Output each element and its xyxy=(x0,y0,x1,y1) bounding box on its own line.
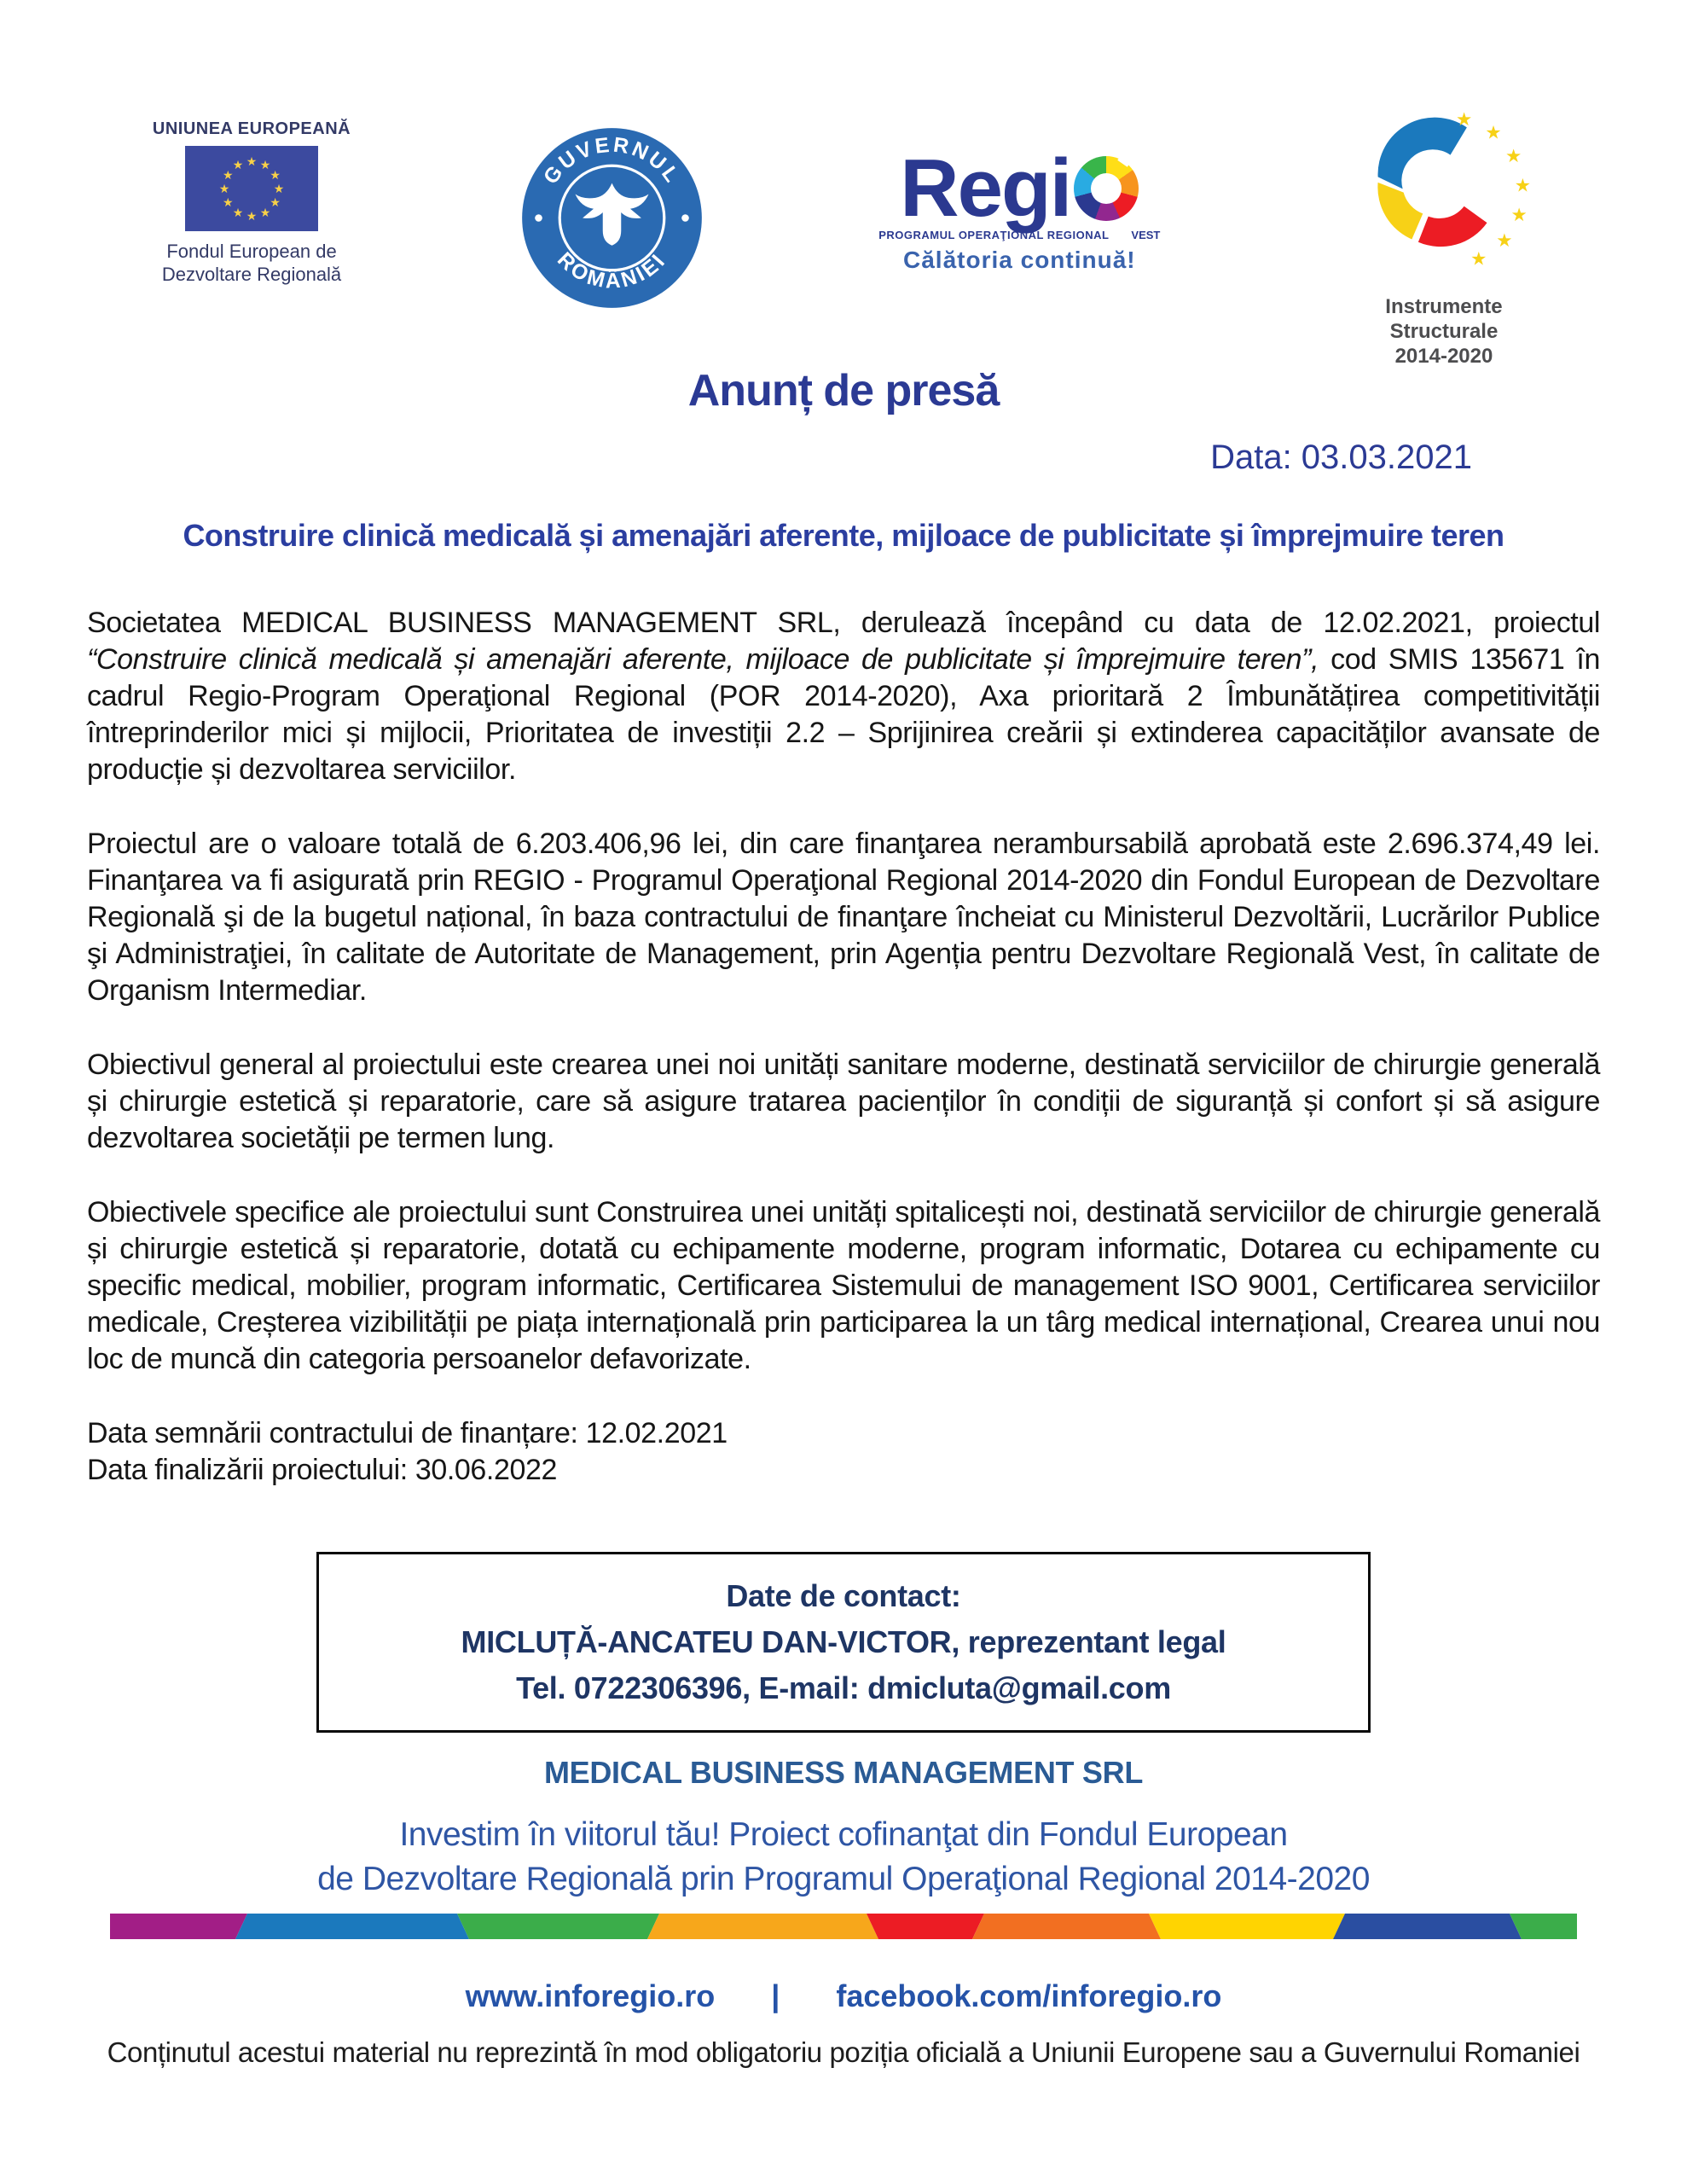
eu-star-icon: ★ xyxy=(246,209,258,223)
regio-tagline: Călătoria continuă! xyxy=(903,247,1136,273)
structural-instruments-label: Instrumente Structurale 2014-2020 xyxy=(1385,295,1503,368)
structural-instruments-logo xyxy=(1329,111,1559,369)
footer-links xyxy=(0,1978,1687,2014)
regio-wordmark: Regi xyxy=(900,152,1139,225)
regio-color-wheel-icon xyxy=(1074,156,1139,221)
page-title: Anunț de presă xyxy=(687,366,1000,415)
svg-text:GUVERNUL: GUVERNUL xyxy=(539,133,685,189)
contract-signing-date: Data semnării contractului de finanțare: 12.02.2021 xyxy=(87,1417,728,1449)
contact-box xyxy=(316,1552,1371,1733)
regio-subtitle: PROGRAMUL OPERAŢIONAL REGIONAL VEST xyxy=(878,229,1161,241)
eu-star-icon: ★ xyxy=(223,168,234,182)
project-title-heading: Construire clinică medicală și amenajări aferente, mijloace de publicitate și împrejmuire teren xyxy=(183,518,1504,553)
eu-star-icon: ★ xyxy=(259,205,271,219)
press-date: Data: 03.03.2021 xyxy=(1210,439,1472,476)
structural-instruments-icon xyxy=(1346,111,1542,294)
facebook-inforegio-link[interactable]: facebook.com/inforegio.ro xyxy=(836,1978,1222,2013)
paragraph-general-objective: Obiectivul general al proiectului este crearea unei noi unități sanitare moderne, destinată serviciilor de chirurgie generală și chirurgie estetică și reparatorie, care să asigure tratarea pacienților în condiții de siguranță și confort și să asigure dezvoltarea societății pe termen lung. xyxy=(87,1048,1600,1154)
document-body xyxy=(0,605,1687,1489)
eu-star-icon: ★ xyxy=(246,154,258,168)
paragraph-specific-objectives: Obiectivele specifice ale proiectului sunt Construirea unei unități spitalicești noi, destinată serviciilor de chirurgie generală și chirurgie estetică și reparatorie, dotată cu echipamente moderne, program informatic, Dotarea cu echipamente cu specific medical, mobilier, program informatic, Certificarea Sistemului de management ISO 9001, Certificarea serviciilor medicale, Creșterea vizibilității pe piața internațională prin participarea la un târg medical internațional, Crearea unui nou loc de muncă din categoria persoanelor defavorizate. xyxy=(87,1196,1600,1375)
footer-disclaimer: Conținutul acestui material nu reprezintă în mod obligatoriu poziția oficială a Uniunii Europene sau a Guvernului Romaniei xyxy=(107,2036,1580,2068)
contact-phone-email: Tel. 0722306396, E-mail: dmicluta@gmail.com xyxy=(516,1670,1171,1705)
is-star-icon: ★ xyxy=(1514,175,1532,196)
eu-star-icon: ★ xyxy=(232,205,244,219)
paragraph-project-value: Proiectul are o valoare totală de 6.203.406,96 lei, din care finanţarea nerambursabilă aprobată este 2.696.374,49 lei. Finanţarea va fi asigurată prin REGIO - Programul Operaţional Regional 2014-2020 din Fondul European de Dezvoltare Regională şi de la bugetul național, în baza contractului de finanţare încheiat cu Ministerul Dezvoltării, Lucrărilor Publice şi Administraţiei, în calitate de Autoritate de Management, prin Agenția pentru Dezvoltare Regională Vest, în calitate de Organism Intermediar. xyxy=(87,828,1600,1007)
contact-box-heading: Date de contact: xyxy=(726,1578,961,1613)
svg-text:ROMÂNIEI: ROMÂNIEI xyxy=(553,247,672,293)
is-star-icon: ★ xyxy=(1455,111,1473,131)
is-star-icon: ★ xyxy=(1485,122,1502,143)
is-star-icon: ★ xyxy=(1470,248,1487,270)
eu-flag-icon xyxy=(185,146,318,231)
eu-flag-logo xyxy=(128,119,375,286)
eu-star-icon: ★ xyxy=(270,168,281,182)
eu-star-icon: ★ xyxy=(259,158,271,172)
company-name: MEDICAL BUSINESS MANAGEMENT SRL xyxy=(543,1755,1144,1790)
eu-union-label: UNIUNEA EUROPEANĂ xyxy=(152,119,351,138)
rainbow-bar xyxy=(110,1914,1577,1939)
government-seal-icon xyxy=(520,126,704,310)
eu-star-icon: ★ xyxy=(273,182,285,195)
inforegio-link[interactable]: www.inforegio.ro xyxy=(465,1978,716,2013)
erdf-label: Fondul European de Dezvoltare Regională xyxy=(161,241,342,285)
is-star-icon: ★ xyxy=(1510,205,1528,225)
logo-row xyxy=(0,0,1687,368)
project-end-date: Data finalizării proiectului: 30.06.2022 xyxy=(87,1454,558,1486)
contact-representative: MICLUȚĂ-ANCATEU DAN-VICTOR, reprezentant legal xyxy=(461,1624,1226,1659)
link-separator: | xyxy=(771,1978,780,2013)
is-star-icon: ★ xyxy=(1504,146,1522,167)
is-star-icon: ★ xyxy=(1496,230,1513,252)
eu-star-icon: ★ xyxy=(270,195,281,209)
is-stars xyxy=(1456,111,1531,270)
government-seal-logo xyxy=(514,126,710,310)
paragraph-project-intro: Societatea MEDICAL BUSINESS MANAGEMENT SRL, derulează începând cu data de 12.02.2021, proiectul “Construire clinică medicală și amenajări aferente, mijloace de publicitate și împrejmuire teren”, cod SMIS 135671 în cadrul Regio-Program Operaţional Regional (POR 2014-2020), Axa prioritară 2 Îmbunătățirea competitivității întreprinderilor mici și mijlocii, Prioritatea de investiții 2.2 – Sprijinirea creării și extinderea capacităților avansate de producție și dezvoltarea serviciilor. xyxy=(87,607,1600,786)
eu-star-icon: ★ xyxy=(223,195,234,209)
footer-motto: Investim în viitorul tău! Proiect cofinanţat din Fondul European de Dezvoltare Regională prin Programul Operaţional Regional 2014-2020 xyxy=(317,1816,1370,1897)
eu-star-icon: ★ xyxy=(232,158,244,172)
eu-star-icon: ★ xyxy=(218,182,230,195)
regio-logo xyxy=(849,142,1190,274)
